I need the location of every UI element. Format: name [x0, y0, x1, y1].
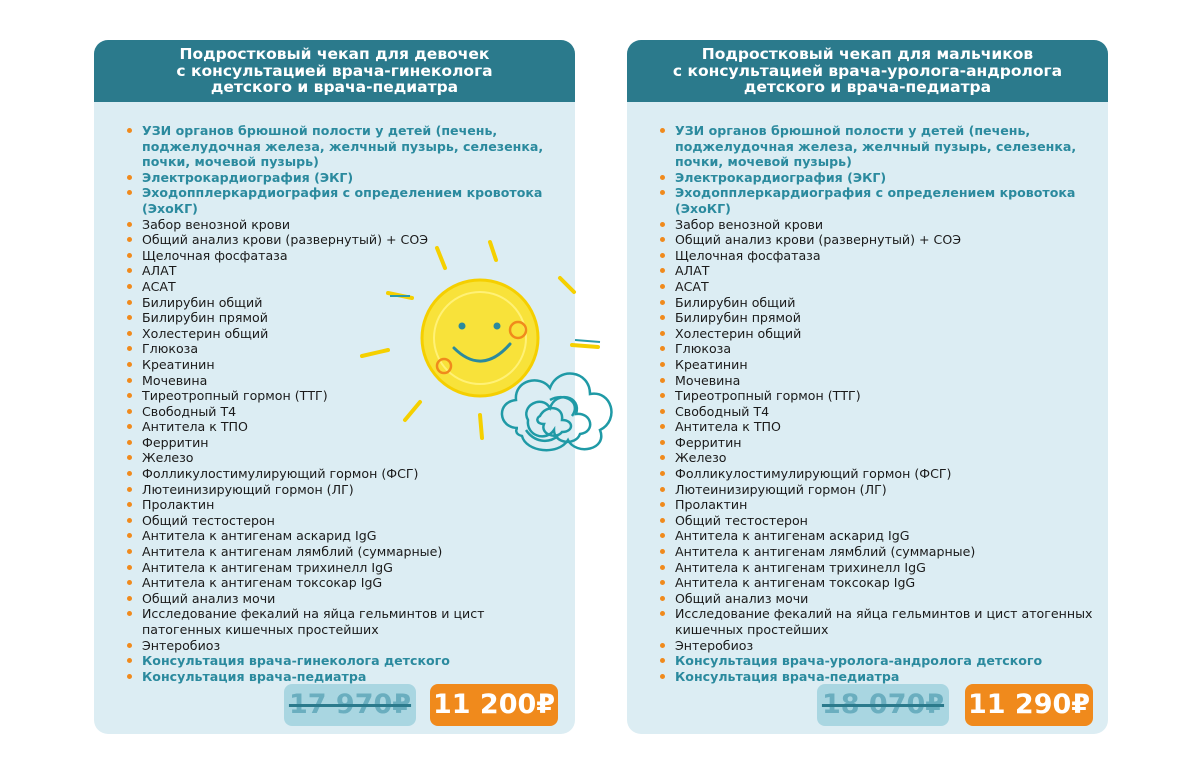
service-item: Общий анализ мочи: [126, 591, 565, 607]
service-item: УЗИ органов брюшной полости у детей (печень, поджелудочная железа, желчный пузырь, селезенка, почки, мочевой пузырь): [659, 123, 1098, 170]
service-item: Забор венозной крови: [659, 217, 1098, 233]
service-item: Антитела к антигенам лямблий (суммарные): [659, 544, 1098, 560]
card-title-line: Подростковый чекап для мальчиков: [701, 45, 1034, 64]
service-item: Общий тестостерон: [659, 513, 1098, 529]
service-item: Консультация врача-уролога-андролога детского: [659, 653, 1098, 669]
service-item: Тиреотропный гормон (ТТГ): [126, 388, 565, 404]
service-item: Общий анализ мочи: [659, 591, 1098, 607]
service-item: Антитела к антигенам аскарид IgG: [659, 528, 1098, 544]
service-item: Ферритин: [659, 435, 1098, 451]
service-item: Общий анализ крови (развернутый) + СОЭ: [659, 232, 1098, 248]
service-item: Общий тестостерон: [126, 513, 565, 529]
sun-icon: [362, 242, 600, 438]
service-item: Антитела к антигенам токсокар IgG: [659, 575, 1098, 591]
service-item: Фолликулостимулирующий гормон (ФСГ): [659, 466, 1098, 482]
service-item: Исследование фекалий на яйца гельминтов и цист атогенных кишечных простейших: [659, 606, 1098, 637]
service-item: Железо: [659, 450, 1098, 466]
service-item: Железо: [126, 450, 565, 466]
new-price: 11 290₽: [965, 684, 1093, 726]
service-item: Консультация врача-педиатра: [659, 669, 1098, 685]
service-item: Билирубин общий: [659, 295, 1098, 311]
service-item: Креатинин: [126, 357, 565, 373]
service-item: Пролактин: [659, 497, 1098, 513]
service-item: Электрокардиография (ЭКГ): [126, 170, 565, 186]
service-item: Билирубин прямой: [126, 310, 565, 326]
service-item: Свободный Т4: [659, 404, 1098, 420]
service-item: Антитела к антигенам лямблий (суммарные): [126, 544, 565, 560]
service-item: Антитела к антигенам трихинелл IgG: [659, 560, 1098, 576]
service-item: Консультация врача-педиатра: [126, 669, 565, 685]
old-price: 18 070₽: [817, 684, 949, 726]
service-item: Холестерин общий: [126, 326, 565, 342]
service-item: Лютеинизирующий гормон (ЛГ): [126, 482, 565, 498]
service-item: Антитела к антигенам трихинелл IgG: [126, 560, 565, 576]
service-item: Щелочная фосфатаза: [659, 248, 1098, 264]
service-item: Глюкоза: [659, 341, 1098, 357]
service-item: Общий анализ крови (развернутый) + СОЭ: [126, 232, 565, 248]
card-title: [94, 40, 575, 102]
service-item: Ферритин: [126, 435, 565, 451]
service-item: АСАТ: [126, 279, 565, 295]
card-title-line: детского и врача-педиатра: [210, 78, 459, 97]
sun-cloud-illustration: [350, 230, 630, 480]
card-title: [627, 40, 1108, 102]
service-item: Фолликулостимулирующий гормон (ФСГ): [126, 466, 565, 482]
service-item: Свободный Т4: [126, 404, 565, 420]
service-item: Холестерин общий: [659, 326, 1098, 342]
services-list: [659, 123, 1098, 684]
service-item: Билирубин прямой: [659, 310, 1098, 326]
card-title-line: Подростковый чекап для девочек: [179, 45, 490, 64]
service-item: Консультация врача-гинеколога детского: [126, 653, 565, 669]
card-title-line: с консультацией врача-уролога-андролога: [672, 61, 1063, 80]
service-item: АЛАТ: [126, 263, 565, 279]
service-item: Антитела к ТПО: [659, 419, 1098, 435]
service-item: АСАТ: [659, 279, 1098, 295]
service-item: Антитела к антигенам токсокар IgG: [126, 575, 565, 591]
service-item: УЗИ органов брюшной полости у детей (печень, поджелудочная железа, желчный пузырь, селезенка, почки, мочевой пузырь): [126, 123, 565, 170]
service-item: АЛАТ: [659, 263, 1098, 279]
service-item: Энтеробиоз: [659, 638, 1098, 654]
checkup-card-boys: [627, 40, 1108, 734]
service-item: Пролактин: [126, 497, 565, 513]
service-item: Энтеробиоз: [126, 638, 565, 654]
old-price: 17 970₽: [284, 684, 416, 726]
service-item: Электрокардиография (ЭКГ): [659, 170, 1098, 186]
service-item: Забор венозной крови: [126, 217, 565, 233]
service-item: Билирубин общий: [126, 295, 565, 311]
service-item: Эходопплеркардиография с определением кровотока (ЭхоКГ): [659, 185, 1098, 216]
new-price: 11 200₽: [430, 684, 558, 726]
service-item: Креатинин: [659, 357, 1098, 373]
service-item: Исследование фекалий на яйца гельминтов и цист патогенных кишечных простейших: [126, 606, 565, 637]
service-item: Лютеинизирующий гормон (ЛГ): [659, 482, 1098, 498]
service-item: Мочевина: [659, 373, 1098, 389]
service-item: Антитела к ТПО: [126, 419, 565, 435]
card-title-line: с консультацией врача-гинеколога: [176, 61, 493, 80]
service-item: Щелочная фосфатаза: [126, 248, 565, 264]
cloud-icon: [502, 374, 611, 451]
service-item: Тиреотропный гормон (ТТГ): [659, 388, 1098, 404]
card-title-line: детского и врача-педиатра: [743, 78, 992, 97]
service-item: Глюкоза: [126, 341, 565, 357]
service-item: Эходопплеркардиография с определением кровотока (ЭхоКГ): [126, 185, 565, 216]
service-item: Антитела к антигенам аскарид IgG: [126, 528, 565, 544]
service-item: Мочевина: [126, 373, 565, 389]
